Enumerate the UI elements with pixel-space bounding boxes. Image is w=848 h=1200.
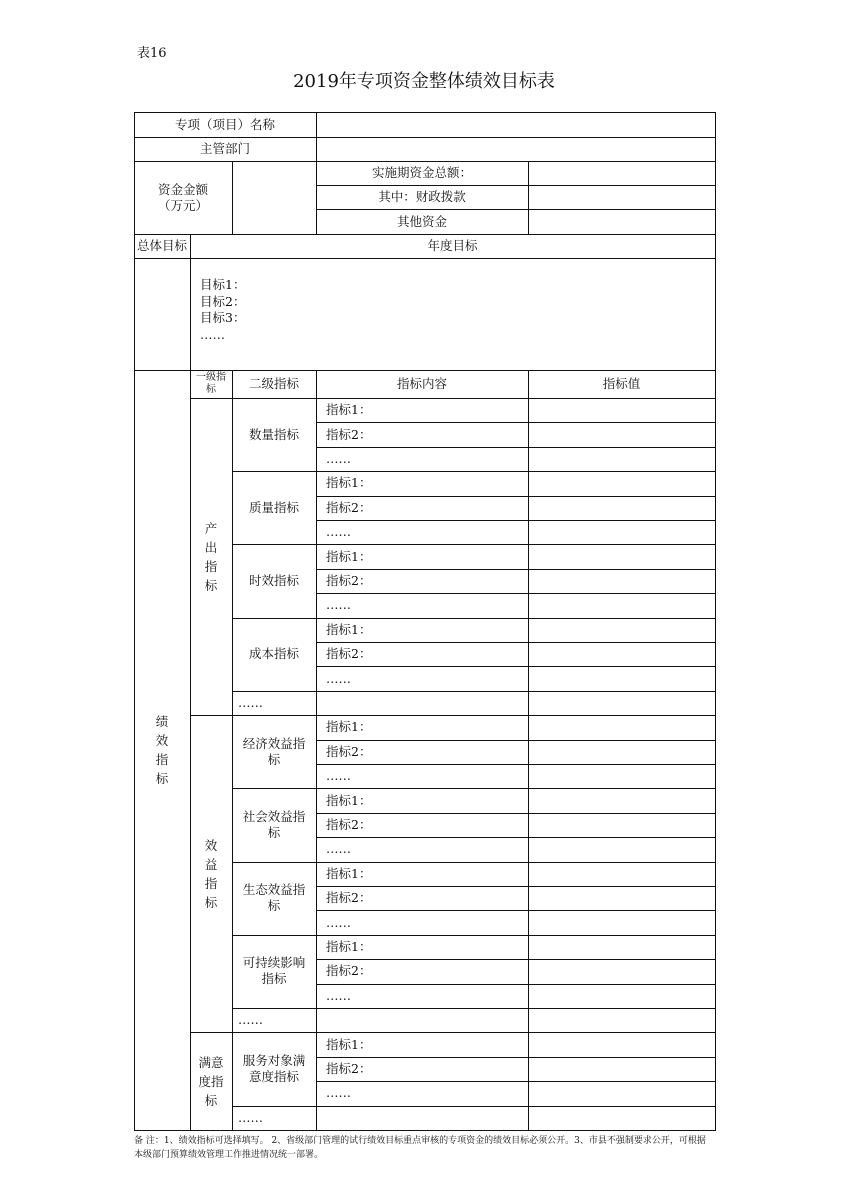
indicator-value-cell: [528, 447, 716, 472]
indicator-value-cell: [528, 935, 716, 960]
benefit-item-1: 经济效益指标: [242, 735, 306, 767]
dept-value: [316, 137, 716, 162]
indicator-row-label: 指标1：: [326, 621, 372, 637]
indicator-row-label: 指标2：: [326, 646, 372, 662]
fiscal-funds-label: 其中：财政拨款: [378, 189, 466, 204]
indicator-row-label: ……: [326, 524, 351, 540]
indicator-value-cell: [528, 593, 716, 618]
output-item-2: 质量指标: [248, 499, 299, 515]
table-number: 表16: [137, 46, 167, 61]
output-item-3: 时效指标: [248, 572, 299, 588]
performance-indicators-label: 绩 效 指 标: [155, 714, 169, 786]
indicator-value-cell: [528, 764, 716, 789]
indicator-value-cell: [528, 618, 716, 643]
indicator-row-label: 指标1：: [326, 402, 372, 418]
benefit-more-row-value: [528, 1008, 716, 1033]
indicator-value-cell: [528, 788, 716, 813]
overall-goal-value: [134, 258, 191, 371]
benefit-more-row-content: [316, 1008, 529, 1033]
indicator-value-cell: [528, 1081, 716, 1106]
indicator-value-cell: [528, 520, 716, 545]
indicator-row-label: 指标1：: [326, 719, 372, 735]
indicator-row-label: 指标1：: [326, 548, 372, 564]
overall-goal-label: 总体目标: [136, 238, 187, 253]
indicator-row-label: 指标2：: [326, 963, 372, 979]
indicator-value-cell: [528, 862, 716, 887]
indicator-value-cell: [528, 1032, 716, 1057]
indicator-content-header: 指标内容: [396, 376, 447, 391]
goal-line: 目标1：: [200, 277, 246, 292]
goal-line: 目标3：: [200, 310, 246, 325]
benefit-item-2: 社会效益指标: [242, 808, 306, 840]
total-funds-label: 实施期资金总额：: [371, 165, 472, 180]
annual-goal-value: [190, 258, 716, 371]
indicator-row-label: 指标2：: [326, 426, 372, 442]
output-more-row-content: [316, 691, 529, 716]
indicator-row-label: 指标1：: [326, 475, 372, 491]
fiscal-funds-value: [528, 185, 716, 210]
satisfaction-more-row-text: ……: [238, 1109, 263, 1125]
indicator-value-cell: [528, 837, 716, 862]
indicator-value-cell: [528, 666, 716, 691]
indicator-value-cell: [528, 715, 716, 740]
indicator-value-cell: [528, 959, 716, 984]
indicator-row-label: ……: [326, 670, 351, 686]
output-item-4: 成本指标: [248, 646, 299, 662]
indicator-value-cell: [528, 813, 716, 838]
indicator-row-label: 指标2：: [326, 890, 372, 906]
fund-label-line2: （万元）: [157, 197, 208, 213]
project-name-value: [316, 112, 716, 138]
indicator-value-cell: [528, 422, 716, 447]
satisfaction-more-row-content: [316, 1106, 529, 1131]
benefit-indicator-label: 效 益 指 标: [204, 837, 218, 910]
indicator-row-label: 指标2：: [326, 816, 372, 832]
indicator-value-header: 指标值: [602, 376, 641, 391]
project-name-label: 专项（项目）名称: [174, 116, 275, 132]
benefit-item-4: 可持续影响指标: [242, 955, 306, 987]
other-funds-label: 其他资金: [396, 213, 447, 229]
goal-line: ……: [200, 326, 225, 342]
indicator-value-cell: [528, 642, 716, 667]
annual-goal-label: 年度目标: [427, 238, 478, 253]
footnote: 备 注：1、绩效指标可选择填写。 2、省级部门管理的试行绩效目标重点审核的专项资金的绩效目标必须公开。3、市县不强制要求公开，可根据本级部门预算绩效管理工作推进情况统一部署。: [134, 1136, 706, 1160]
total-funds-value: [528, 161, 716, 186]
satisfaction-item-1: 服务对象满意度指标: [242, 1052, 306, 1084]
indicator-row-label: ……: [326, 914, 351, 930]
indicator-value-cell: [528, 910, 716, 935]
indicator-value-cell: [528, 886, 716, 911]
output-item-1: 数量指标: [248, 426, 299, 442]
indicator-row-label: ……: [326, 597, 351, 613]
indicator-row-label: ……: [326, 841, 351, 857]
satisfaction-indicator-label: 满意度指标: [198, 1054, 224, 1108]
indicator-row-label: ……: [326, 450, 351, 466]
fund-amount-label: [134, 161, 232, 234]
output-more-row-value: [528, 691, 716, 716]
indicator-row-label: 指标1：: [326, 865, 372, 881]
indicator-value-cell: [528, 496, 716, 521]
level2-header: 二级指标: [248, 376, 299, 391]
indicator-value-cell: [528, 569, 716, 594]
indicator-row-label: 指标2：: [326, 1060, 372, 1076]
indicator-value-cell: [528, 984, 716, 1009]
level1-header: 一级指标: [196, 372, 226, 395]
indicator-row-label: 指标2：: [326, 743, 372, 759]
other-funds-value: [528, 209, 716, 235]
indicator-value-cell: [528, 740, 716, 765]
benefit-item-3: 生态效益指标: [242, 882, 306, 914]
dept-label: 主管部门: [199, 141, 250, 156]
indicator-value-cell: [528, 471, 716, 496]
indicator-value-cell: [528, 544, 716, 569]
indicator-row-label: 指标2：: [326, 499, 372, 515]
fund-blank-cell: [232, 161, 317, 235]
indicator-row-label: ……: [326, 1085, 351, 1101]
benefit-more-row-text: ……: [238, 1012, 263, 1028]
indicator-row-label: ……: [326, 987, 351, 1003]
output-more-row-text: ……: [238, 694, 263, 710]
page-title: 2019年专项资金整体绩效目标表: [293, 71, 555, 92]
goal-line: 目标2：: [200, 293, 246, 309]
output-indicator-label: 产 出 指 标: [204, 520, 218, 593]
indicator-row-label: 指标1：: [326, 1036, 372, 1052]
satisfaction-more-row-value: [528, 1106, 716, 1131]
indicator-value-cell: [528, 1057, 716, 1082]
indicator-row-label: 指标1：: [326, 792, 372, 808]
fund-label-line1: 资金金额: [157, 181, 208, 197]
indicator-row-label: 指标2：: [326, 572, 372, 588]
indicator-row-label: 指标1：: [326, 938, 372, 954]
indicator-value-cell: [528, 398, 716, 423]
indicator-row-label: ……: [326, 768, 351, 784]
